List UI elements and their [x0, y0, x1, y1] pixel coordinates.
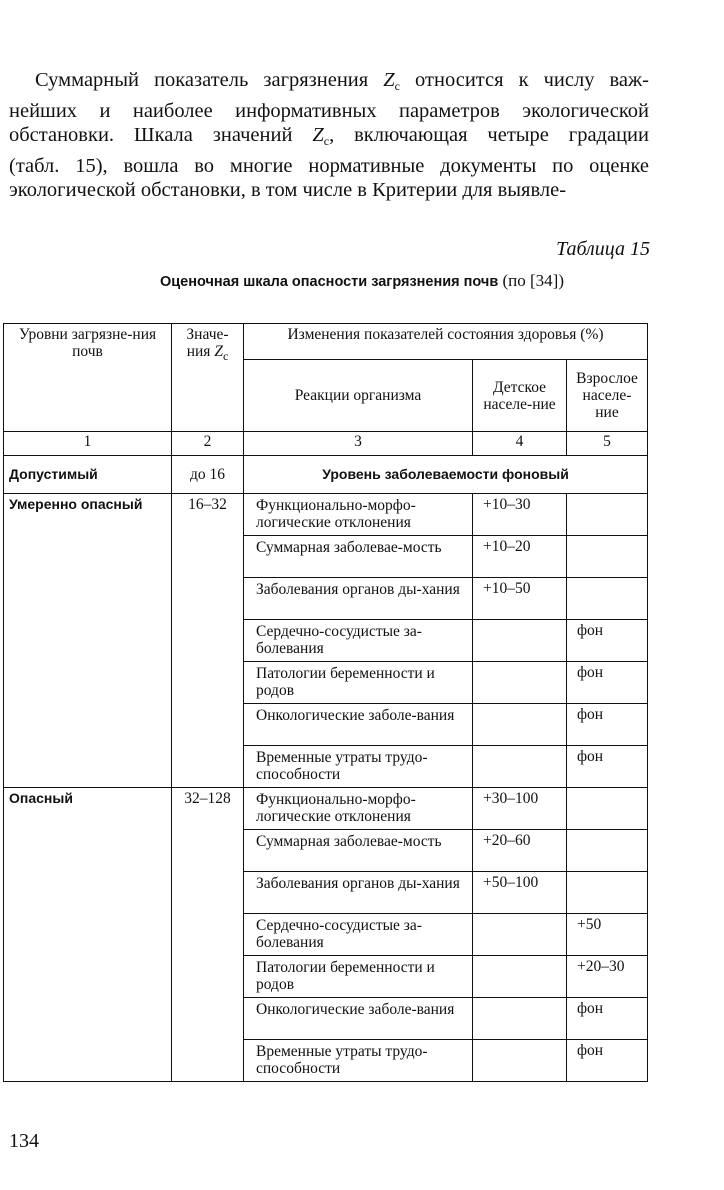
- text-fragment: , включающая четыре градации: [329, 124, 649, 147]
- header-health-changes: Изменения показателей состояния здоровья (%): [244, 324, 648, 360]
- reaction-cell: Временные утраты трудо-способности: [244, 746, 473, 788]
- level-cell-empty: [4, 536, 172, 578]
- value-cell-empty: [172, 620, 244, 662]
- child-cell: +30–100: [473, 788, 567, 830]
- level-cell-empty: [4, 998, 172, 1040]
- table-row: [4, 1040, 648, 1082]
- paragraph-line: [9, 68, 649, 99]
- reaction-cell: Суммарная заболевае-мость: [244, 830, 473, 872]
- value-cell-empty: [172, 1040, 244, 1082]
- child-cell: +20–60: [473, 830, 567, 872]
- text-fragment: Суммарный показатель загрязнения: [35, 69, 384, 91]
- value-cell: 32–128: [172, 788, 244, 830]
- table-row: [4, 914, 648, 956]
- table-row: [4, 620, 648, 662]
- text-fragment: обстановки. Шкала значений: [9, 124, 313, 147]
- z-subscript: c: [394, 79, 400, 93]
- adult-cell: [567, 788, 648, 830]
- level-cell-empty: [4, 1040, 172, 1082]
- child-cell: [473, 620, 567, 662]
- reaction-cell: Заболевания органов ды-хания: [244, 578, 473, 620]
- table-row: [4, 872, 648, 914]
- level-cell-empty: [4, 746, 172, 788]
- child-cell: [473, 998, 567, 1040]
- table-row: [4, 830, 648, 872]
- reaction-cell: Временные утраты трудо-способности: [244, 1040, 473, 1082]
- z-symbol: Z: [312, 124, 324, 147]
- adult-cell: [567, 872, 648, 914]
- table-row: [4, 746, 648, 788]
- reaction-cell: Патологии беременности и родов: [244, 662, 473, 704]
- table-row: [4, 536, 648, 578]
- table-caption: [0, 271, 724, 291]
- text-fragment: относится к числу важ-: [400, 69, 649, 91]
- page-number: 134: [9, 1130, 39, 1152]
- reaction-cell: Функционально-морфо-логические отклонения: [244, 494, 473, 536]
- paragraph-line: нейших и наиболее информативных параметров экологической: [9, 99, 649, 122]
- table-caption-source: (по [34]): [498, 271, 564, 290]
- table-row: [4, 704, 648, 746]
- child-cell: +10–50: [473, 578, 567, 620]
- table-label: Таблица 15: [556, 238, 650, 260]
- value-cell-empty: [172, 914, 244, 956]
- table-row: [4, 998, 648, 1040]
- reaction-cell: Сердечно-сосудистые за-болевания: [244, 620, 473, 662]
- adult-cell: [567, 536, 648, 578]
- child-cell: +10–30: [473, 494, 567, 536]
- paragraph-line: экологической обстановки, в том числе в Критерии для выявле-: [9, 179, 567, 202]
- value-cell-empty: [172, 746, 244, 788]
- child-cell: [473, 956, 567, 998]
- adult-cell: [567, 578, 648, 620]
- table-row: [4, 456, 648, 494]
- reaction-cell: Суммарная заболевае-мость: [244, 536, 473, 578]
- value-cell-empty: [172, 662, 244, 704]
- z-subscript: c: [222, 349, 229, 363]
- reaction-cell: Сердечно-сосудистые за-болевания: [244, 914, 473, 956]
- paragraph-line: [9, 123, 649, 154]
- table-row: [4, 956, 648, 998]
- adult-cell: +20–30: [567, 956, 648, 998]
- column-number: 5: [567, 432, 648, 456]
- level-cell-empty: [4, 956, 172, 998]
- z-subscript: c: [323, 134, 330, 149]
- header-level: Уровни загрязне-ния почв: [4, 324, 172, 432]
- z-symbol: Z: [383, 69, 395, 91]
- child-cell: [473, 1040, 567, 1082]
- header-value: [172, 324, 244, 432]
- paragraph-line: (табл. 15), вошла во многие нормативные документы по оценке: [9, 154, 649, 177]
- header-reaction: Реакции организма: [244, 360, 473, 432]
- table-caption-bold: Оценочная шкала опасности загрязнения почв: [159, 274, 499, 290]
- adult-cell: +50: [567, 914, 648, 956]
- value-cell-empty: [172, 578, 244, 620]
- value-cell-empty: [172, 704, 244, 746]
- level-cell-empty: [4, 872, 172, 914]
- reaction-cell: Функционально-морфо-логические отклонения: [244, 788, 473, 830]
- adult-cell: фон: [567, 662, 648, 704]
- level-cell-empty: [4, 578, 172, 620]
- child-cell: [473, 704, 567, 746]
- child-cell: [473, 662, 567, 704]
- level-cell-empty: [4, 704, 172, 746]
- column-number: 2: [172, 432, 244, 456]
- value-cell-empty: [172, 998, 244, 1040]
- column-number: 3: [244, 432, 473, 456]
- child-cell: [473, 914, 567, 956]
- adult-cell: фон: [567, 998, 648, 1040]
- level-cell-empty: [4, 914, 172, 956]
- z-symbol: Z: [214, 343, 223, 360]
- adult-cell: фон: [567, 746, 648, 788]
- column-number: 1: [4, 432, 172, 456]
- value-cell-empty: [172, 872, 244, 914]
- reaction-cell: Онкологические заболе-вания: [244, 998, 473, 1040]
- level-cell: Опасный: [4, 788, 172, 830]
- level-cell-empty: [4, 620, 172, 662]
- adult-cell: [567, 494, 648, 536]
- child-cell: +50–100: [473, 872, 567, 914]
- value-cell-empty: [172, 956, 244, 998]
- level-cell: Умеренно опасный: [4, 494, 172, 536]
- admissible-note: Уровень заболеваемости фоновый: [244, 456, 648, 494]
- table-row: [4, 578, 648, 620]
- table-row: [4, 788, 648, 830]
- adult-cell: фон: [567, 704, 648, 746]
- adult-cell: фон: [567, 620, 648, 662]
- value-cell: 16–32: [172, 494, 244, 536]
- child-cell: [473, 746, 567, 788]
- value-cell-empty: [172, 830, 244, 872]
- body-paragraph: [9, 68, 649, 203]
- value-cell: до 16: [172, 456, 244, 494]
- reaction-cell: Патологии беременности и родов: [244, 956, 473, 998]
- level-cell-empty: [4, 662, 172, 704]
- value-cell-empty: [172, 536, 244, 578]
- adult-cell: фон: [567, 1040, 648, 1082]
- column-numbers-row: [4, 432, 648, 456]
- header-children: Детское населе-ние: [473, 360, 567, 432]
- reaction-cell: Заболевания органов ды-хания: [244, 872, 473, 914]
- header-adults: Взрослое населе-ние: [567, 360, 648, 432]
- column-number: 4: [473, 432, 567, 456]
- table-row: [4, 662, 648, 704]
- table-row: [4, 494, 648, 536]
- child-cell: +10–20: [473, 536, 567, 578]
- level-cell-empty: [4, 830, 172, 872]
- table-body: [4, 456, 648, 1082]
- level-cell: Допустимый: [4, 456, 172, 494]
- pollution-scale-table: [3, 323, 648, 1082]
- header-value-text: Значе-ния: [186, 326, 229, 360]
- reaction-cell: Онкологические заболе-вания: [244, 704, 473, 746]
- adult-cell: [567, 830, 648, 872]
